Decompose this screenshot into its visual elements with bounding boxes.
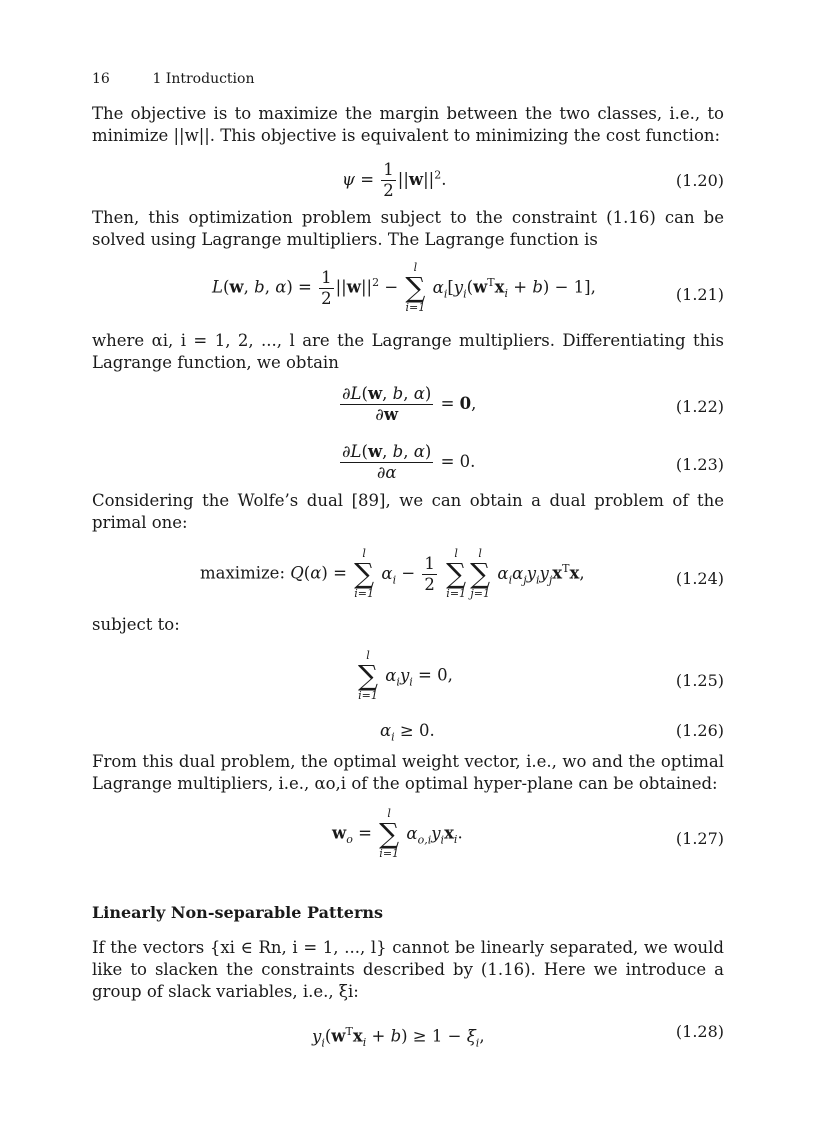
- section-heading: Linearly Non-separable Patterns: [92, 903, 384, 922]
- equation-1-27: $w_o$ = l ∑ i=1 $\alpha_{o,i}y_ix_i$. (1.27): [332, 807, 724, 860]
- equation-1-20: ψ = $\frac{1}{2}$ $||w||^2$. (1.20): [342, 160, 724, 200]
- equation-number: (1.26): [675, 721, 724, 740]
- paragraph-6: From this dual problem, the optimal weight vector, i.e., wo and the optimal Lagrange multipliers, i.e., αo,i of the optimal hyper-plane can be obtained:: [92, 752, 724, 793]
- equation-1-24: maximize: Q(α) = l ∑ i=1 $\alpha_i$ − $\frac{1}{2}$ l ∑ i=1 l ∑ j=1 $\alpha_i\alpha_jy_iy_jx^Tx$, (1.24): [200, 547, 724, 600]
- chapter-title: 1 Introduction: [152, 71, 255, 87]
- paragraph-5: subject to:: [92, 615, 180, 634]
- equation-1-28: $y_i(w^Tx_i + b) \ge 1 - \xi_i$, (1.28): [312, 1022, 724, 1049]
- paragraph-1: The objective is to maximize the margin between the two classes, i.e., to minimize ||w||. This objective is equivalent to minimizing the cost function:: [92, 104, 724, 145]
- equation-number: (1.24): [675, 569, 724, 588]
- equation-number: (1.20): [675, 171, 724, 190]
- equation-1-25: l ∑ i=1 $\alpha_iy_i = 0$, (1.25): [358, 649, 724, 702]
- page-number: 16: [92, 71, 110, 87]
- equation-number: (1.21): [675, 285, 724, 304]
- equation-number: (1.25): [675, 671, 724, 690]
- equation-1-21: L(w, b, α) = $\frac{1}{2}$ $||w||^2$ − l ∑ i=1 $\alpha_i[y_i(w^Tx_i + b) - 1]$, (1.21): [212, 261, 724, 314]
- equation-number: (1.27): [675, 829, 724, 848]
- equation-1-26: $\alpha_i \ge 0$. (1.26): [380, 721, 724, 744]
- paragraph-7: If the vectors {xi ∈ Rn, i = 1, ..., l} cannot be linearly separated, we would like to slacken the constraints described by (1.16). Here we introduce a group of slack variables, i.e., ξi:: [92, 938, 724, 1001]
- equation-number: (1.22): [675, 397, 724, 416]
- equation-number: (1.28): [675, 1022, 724, 1041]
- paragraph-2: Then, this optimization problem subject to the constraint (1.16) can be solved using Lagrange multipliers. The Lagrange function is: [92, 208, 724, 249]
- paragraph-3: where αi, i = 1, 2, ..., l are the Lagrange multipliers. Differentiating this Lagrange function, we obtain: [92, 331, 724, 372]
- paragraph-4: Considering the Wolfe’s dual [89], we can obtain a dual problem of the primal one:: [92, 491, 724, 532]
- maximize-label: maximize:: [200, 563, 286, 583]
- running-header: [92, 68, 254, 90]
- equation-number: (1.23): [675, 455, 724, 474]
- equation-1-23: $\frac{\partial L(w, b, \alpha)}{\partial\alpha}$ = 0. (1.23): [342, 442, 724, 482]
- equation-1-22: $\frac{\partial L(w, b, \alpha)}{\partial w}$ = 0, (1.22): [342, 384, 724, 424]
